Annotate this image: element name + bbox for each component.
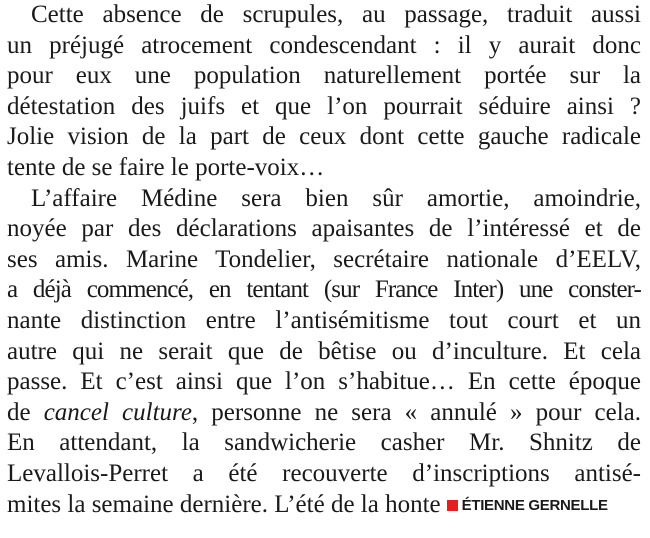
author-signature: ÉTIENNE GERNELLE xyxy=(461,496,608,514)
article-column xyxy=(7,0,641,520)
text-segment: de xyxy=(7,398,44,426)
text-line: autre qui ne serait que de bêtise ou d’inculture. Et cela xyxy=(7,337,641,365)
text-line: En attendant, la sandwicherie casher Mr. Shnitz de xyxy=(7,429,641,457)
text-line: un préjugé atrocement condescendant : il y aurait donc xyxy=(7,31,641,59)
text-line: Jolie vision de la part de ceux dont cette gauche radicale xyxy=(7,123,641,151)
text-line: ses amis. Marine Tondelier, secrétaire nationale d’EELV, xyxy=(7,245,641,273)
text-segment: mites la semaine dernière. L’été de la honte xyxy=(7,490,441,518)
text-line xyxy=(7,398,641,429)
text-line: passe. Et c’est ainsi que l’on s’habitue… En cette époque xyxy=(7,368,641,396)
text-line: nante distinction entre l’antisémitisme tout court et un xyxy=(7,306,641,334)
text-segment: , personne ne sera « annulé » pour cela. xyxy=(191,398,641,426)
text-line: Cette absence de scrupules, au passage, traduit aussi xyxy=(31,1,641,28)
text-line: noyée par des déclarations apaisantes de l’intéressé et de xyxy=(7,215,641,243)
italic-term: cancel culture xyxy=(43,398,192,426)
signature-marker xyxy=(447,500,458,511)
text-line: pour eux une population naturellement portée sur la xyxy=(7,62,641,90)
paragraph-2 xyxy=(7,184,641,521)
text-line: a déjà commencé, en tentant (sur France Inter) une conster- xyxy=(7,276,641,304)
paragraph-1 xyxy=(7,0,641,184)
text-line: L’affaire Médine sera bien sûr amortie, amoindrie, xyxy=(31,184,641,212)
text-line: Levallois-Perret a été recouverte d’inscriptions antisé- xyxy=(7,459,641,487)
text-line: tente de se faire le porte-voix… xyxy=(7,153,325,181)
text-line-final xyxy=(7,490,641,521)
text-line: détestation des juifs et que l’on pourrait séduire ainsi ? xyxy=(7,92,641,120)
